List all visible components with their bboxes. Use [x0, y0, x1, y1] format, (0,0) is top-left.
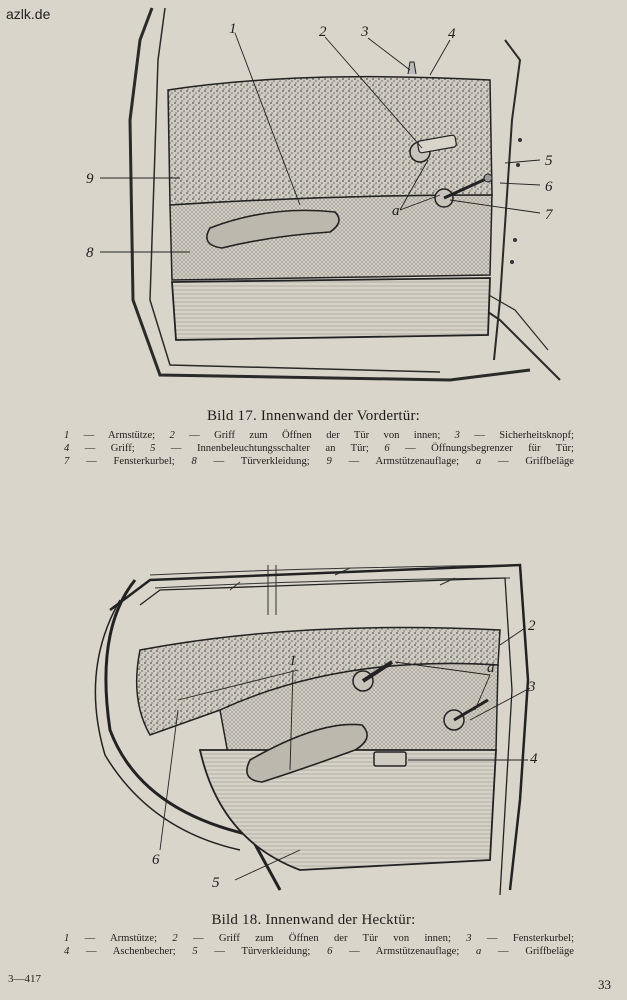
callout-6: 6 — [545, 179, 553, 195]
page-number: 33 — [598, 977, 611, 992]
site-watermark: azlk.de — [6, 6, 51, 22]
callout-5: 5 — [212, 875, 220, 891]
front-door-illustration — [0, 0, 627, 400]
rear-door-illustration — [0, 560, 627, 905]
callout-7: 7 — [545, 207, 553, 223]
legend-line: 1 — Armstütze; 2 — Griff zum Öffnen der Tür von innen; 3 — Sicherheitsknopf; — [64, 430, 575, 441]
figure-18-caption: Bild 18. Innenwand der Hecktür: — [211, 912, 416, 928]
legend-line: 1 — Armstütze; 2 — Griff zum Öffnen der Tür von innen; 3 — Fensterkurbel; — [64, 933, 575, 944]
callout-a: a — [487, 660, 495, 676]
figure-17-caption: Bild 17. Innenwand der Vordertür: — [206, 408, 421, 424]
callout-3: 3 — [361, 24, 369, 40]
callout-3: 3 — [528, 679, 536, 695]
callout-1: 1 — [289, 653, 297, 669]
callout-a: a — [392, 203, 400, 219]
door-pocket — [200, 750, 496, 870]
signature-mark: 3—417 — [8, 973, 41, 985]
callout-4: 4 — [448, 26, 456, 42]
callout-4: 4 — [530, 751, 538, 767]
callout-5: 5 — [545, 153, 553, 169]
legend-line: 4 — Griff; 5 — Innenbeleuchtungsschalter an Tür; 6 — Öffnungsbegrenzer für Tür; — [64, 443, 574, 454]
callout-1: 1 — [229, 21, 237, 37]
legend-line: 4 — Aschenbecher; 5 — Türverkleidung; 6 — Armstützenauflage; a — Griffbeläge — [64, 946, 574, 957]
callout-8: 8 — [86, 245, 94, 261]
callout-9: 9 — [86, 171, 94, 187]
callout-2: 2 — [528, 618, 536, 634]
legend-line: 7 — Fensterkurbel; 8 — Türverkleidung; 9 — Armstützenauflage; a — Griffbeläge — [64, 456, 575, 467]
figure-17-legend — [64, 429, 574, 468]
figure-18-legend — [64, 932, 574, 958]
ashtray — [374, 752, 406, 766]
door-pocket — [172, 278, 490, 340]
callout-6: 6 — [152, 852, 160, 868]
callout-2: 2 — [319, 24, 327, 40]
